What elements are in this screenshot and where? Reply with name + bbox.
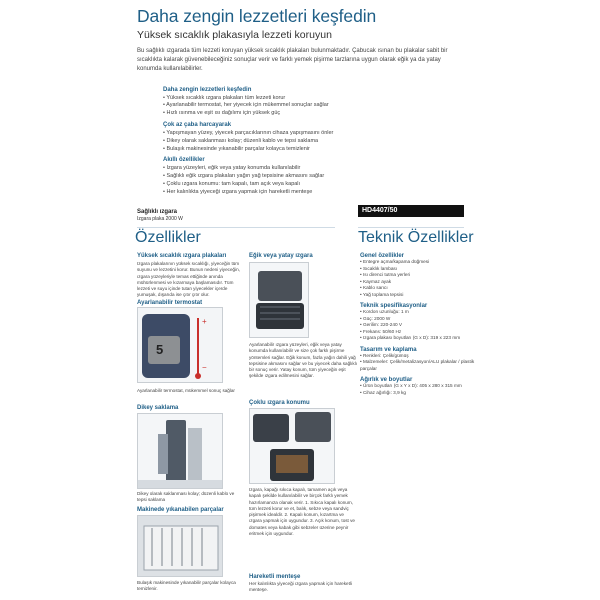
feature-item: • Ayarlanabilir termostat, her yiyecek için mükemmel sonuçlar sağlar xyxy=(163,102,423,110)
spec-item: • Isı direnci tutma yerleri xyxy=(360,272,475,279)
feature-text: Izgara plakalarının yüksek sıcaklığı, yiyeceğin tüm suyunu ve lezzetini korur. Bunun nedeni yiyeceğin, ızgara yüzeyleriyle temas ettiğinde anında mühürlenmesi ve kızarmaya başlamasıdır. Tüm lezzeti ve suyu içinde tutan yiyecekler içerde yumuşak, dışarıda ise çıtır çıtır olur. xyxy=(137,261,240,298)
feature-heading: Hareketli menteşe xyxy=(249,574,301,580)
thermostat-illustration xyxy=(138,308,223,383)
divider xyxy=(358,227,464,228)
feature-item: • Her kalınlıkta yiyeceği ızgara yapmak için hareketli menteşe xyxy=(163,189,423,197)
divider xyxy=(137,227,335,228)
spec-item: • Izgara plakası boyutları (G x D): 319 x 223 mm xyxy=(360,335,475,342)
spec-item: • Kablo sarıcı xyxy=(360,285,475,292)
spec-item: • Cihaz ağırlığı: 3,9 kg xyxy=(360,390,475,397)
feature-heading: Ayarlanabilir termostat xyxy=(137,300,203,306)
feature-text: Ayarlanabilir ızgara yüzeyleri, eğik veya yatay konumda kullanılabilir ve size çok farklı pişirme yöntemleri sağlar. Eğik konum, fazla yağın dahili yağ tepsisine akmasını sağlar ve bu yiyecek daha sağlıklı bir sonuç verir. Yatay konum, tüm yiyeceğin eşit şekilde ızgara edilmesini sağlar. xyxy=(249,342,358,379)
feature-caption: Ayarlanabilir termostat, mükemmel sonuç sağlar xyxy=(137,388,235,393)
feature-item: • Bulaşık makinesinde yıkanabilir parçalar kolayca temizlenir xyxy=(163,146,423,154)
feature-item: • Sağlıklı eğik ızgara plakaları yağın yağ tepsisine akmasını sağlar xyxy=(163,173,423,181)
product-name: Sağlıklı ızgara xyxy=(137,209,178,215)
spec-heading: Genel özellikler xyxy=(360,253,405,259)
feature-item: • Dikey olarak saklanması kolay; düzenli kablo ve tepsi saklama xyxy=(163,138,423,146)
dishwasher-illustration xyxy=(138,516,223,577)
vertical-storage-image xyxy=(137,413,223,489)
spec-heading: Ağırlık ve boyutlar xyxy=(360,377,413,383)
feature-heading: Yüksek sıcaklık ızgara plakaları xyxy=(137,253,227,259)
feature-item: • Izgara yüzeyleri, eğik veya yatay konumda kullanılabilir xyxy=(163,165,423,173)
spec-item: • Kaymaz ayak xyxy=(360,279,475,286)
thermostat-image xyxy=(137,307,223,383)
spec-item: • Güç: 2000 W xyxy=(360,316,475,323)
multi-position-illustration xyxy=(250,409,335,484)
svg-text:−: − xyxy=(202,363,207,372)
multi-position-image xyxy=(249,408,335,484)
feature-heading: Akıllı özellikler xyxy=(163,157,205,164)
tilt-grill-illustration xyxy=(250,263,309,338)
feature-heading: Dikey saklama xyxy=(137,405,179,411)
spec-item: • Malzemeler: Çelik/metalizasyon/ALU plakalar / plastik parçalar xyxy=(360,359,475,372)
product-subtitle: Izgara plaka 2000 W xyxy=(137,216,183,222)
tilt-grill-image xyxy=(249,262,309,338)
spec-item: • Kordon uzunluğu: 1 m xyxy=(360,309,475,316)
svg-text:+: + xyxy=(202,317,207,326)
spec-heading: Teknik spesifikasyonlar xyxy=(360,303,428,309)
feature-text: Her kalınlıkta yiyeceği ızgara yapmak için hareketli menteşe. xyxy=(249,581,352,593)
spec-item: • Renkleri: Çelik/gümüş xyxy=(360,353,475,360)
feature-item: • Çoklu ızgara konumu: tam kapalı, tam açık veya kapalı xyxy=(163,181,423,189)
spec-item: • Yağ toplama tepsisi xyxy=(360,292,475,299)
spec-item: • Ürün boyutları (G x Y x D): 405 x 280 x 315 mm xyxy=(360,383,475,390)
intro-paragraph: Bu sağlıklı ızgarada tüm lezzeti koruyan yüksek sıcaklık plakaları bulunmaktadır. Çabucak ısınan bu plakalar sabit bir sıcaklıkta kalarak güvenebileceğiniz sonuçlar verir ve farklı yemek pişirme tarzlarına uygun olarak eğik ya da yatay konumda kullanılabilirler. xyxy=(137,48,448,73)
spec-item: • Entegre açma/kapama düğmesi xyxy=(360,259,475,266)
feature-heading: Makinede yıkanabilen parçalar xyxy=(137,507,224,513)
page-title: Daha zengin lezzetleri keşfedin xyxy=(137,6,377,26)
feature-list xyxy=(163,86,423,200)
feature-item: • Yüksek sıcaklık ızgara plakaları tüm lezzeti korur xyxy=(163,95,423,103)
feature-item: • Yapışmayan yüzey, yiyecek parçacıklarının cihaza yapışmasını önler xyxy=(163,130,423,138)
dishwasher-image xyxy=(137,515,223,577)
thermostat-dial-value: 5 xyxy=(156,342,164,357)
feature-heading: Eğik veya yatay ızgara xyxy=(249,253,313,259)
spec-heading: Tasarım ve kaplama xyxy=(360,346,417,353)
feature-heading: Daha zengin lezzetleri keşfedin xyxy=(163,87,252,93)
spec-item: • Sıcaklık lambası xyxy=(360,266,475,273)
page-subtitle: Yüksek sıcaklık plakasıyla lezzeti koruyun xyxy=(137,29,332,41)
spec-item: • Gerilim: 220-240 V xyxy=(360,322,475,329)
model-badge: HD4407/50 xyxy=(358,205,464,217)
feature-caption: Bulaşık makinesinde yıkanabilir parçalar kolayca temizlenir. xyxy=(137,580,236,592)
spec-column xyxy=(360,253,475,396)
spec-item: • Frekans: 50/60 Hz xyxy=(360,329,475,336)
ozellikler-title: Özellikler xyxy=(135,229,201,246)
vertical-storage-illustration xyxy=(138,414,223,489)
feature-heading: Çoklu ızgara konumu xyxy=(249,400,310,406)
feature-caption: Dikey olarak saklanması kolay; düzenli kablo ve tepsi saklama xyxy=(137,491,235,503)
feature-heading: Çok az çaba harcayarak xyxy=(163,122,232,129)
teknik-title: Teknik Özellikler xyxy=(358,229,474,246)
feature-text: Izgara, kapağı sıkıca kapalı, tamamen açık veya kapalı şekilde kullanılabilir ve birçok farklı yemek hazırlamanıza olanak verir. 1. Sıkıca kapalı konum, tüm lezzeti korur ve et, balık, sebze veya sandviç pişirmek idealdir. 2. Kapalı konum, kızartma ve ızgara yapmak için uygundur. 3. Açık konum, tost ve domates veya kabak gibi sebzeler üzerine peynir eritmek için uygundur. xyxy=(249,487,355,537)
feature-item: • Hızlı ısınma ve eşit ısı dağılımı için yüksek güç xyxy=(163,110,423,118)
